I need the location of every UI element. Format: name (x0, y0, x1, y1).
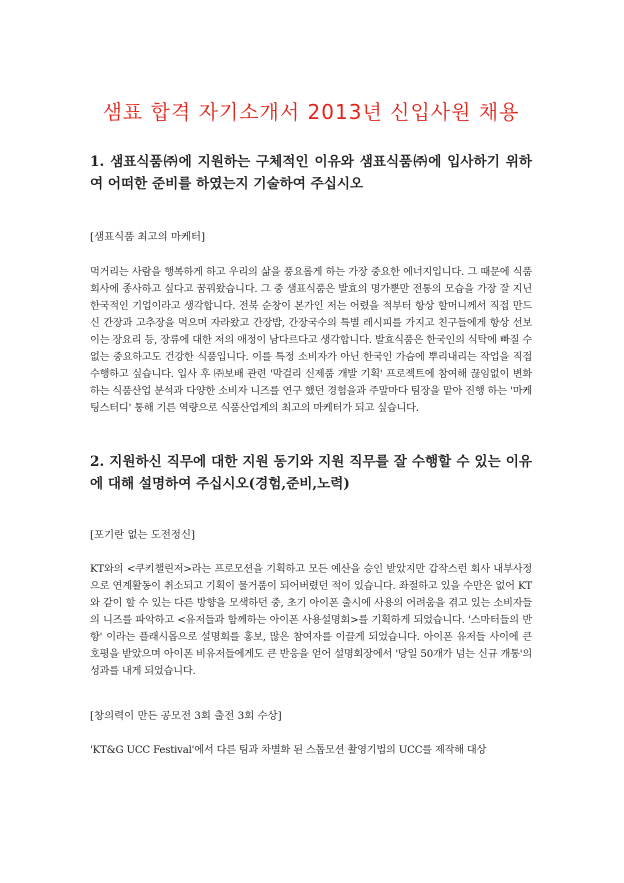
document-title: 샘표 합격 자기소개서 2013년 신입사원 채용 (102, 100, 520, 124)
answer-2-subheading: [포기란 없는 도전정신] (90, 529, 196, 541)
question-2-heading: 2. 지원하신 직무에 대한 지원 동기와 지원 직무를 잘 수행할 수 있는 이유에 대해 설명하여 주십시오(경험,준비,노력) (90, 454, 532, 492)
question-1-heading: 1. 샘표식품㈜에 지원하는 구체적인 이유와 샘표식품㈜에 입사하기 위하여 어떠한 준비를 하였는지 기술하여 주십시오 (90, 154, 532, 192)
answer-1-subheading: [샘표식품 최고의 마케터] (90, 231, 206, 243)
answer-2-paragraph-2: 'KT&G UCC Festival'에서 다른 팀과 차별화 된 스톱모션 촬영기법의 UCC를 제작해 대상 (90, 745, 487, 756)
answer-2-subheading-2: [창의력이 만든 공모전 3회 출전 3회 수상] (90, 710, 282, 722)
answer-2-paragraph: KT와의 <쿠키챌린저>라는 프로모션을 기획하고 모든 예산을 승인 받았지만 갑작스런 회사 내부사정으로 연계활동이 취소되고 기획이 물거품이 되어버렸던 적이 있습니다. 좌절하고 있을 수만은 없어 KT와 같이 할 수 있는 다른 방향을 모색하던 중, 초기 아이폰 출시에 사용의 어려움을 겪고 있는 소비자들의 니즈를 파악하고 <유저들과 함께하는 아이폰 사용설명회>를 기획하게 되었습니다. '스마터들의 반항' 이라는 플래시몹으로 설명회를 홍보, 많은 참여자를 이끌게 되었습니다. 아이폰 유저들 사이에 큰 호평을 받았으며 아이폰 비유저들에게도 큰 반응을 얻어 설명회장에서 '당일 50개가 넘는 신규 개통'의 성과를 내게 되었습니다. (90, 564, 532, 677)
answer-1-paragraph: 먹거리는 사람을 행복하게 하고 우리의 삶을 풍요롭게 하는 가장 중요한 에너지입니다. 그 때문에 식품회사에 종사하고 싶다고 꿈꿔왔습니다. 그 중 샘표식품은 발효의 명가뿐만 전통의 모습을 가장 잘 지닌 한국적인 기업이라고 생각합니다. 전북 순창이 본가인 저는 어렸을 적부터 항상 할머니께서 직접 만드신 간장과 고추장을 먹으며 자라왔고 간장밥, 간장국수의 특별 레시피를 가지고 친구들에게 항상 선보이는 장요리 등, 장류에 대한 저의 애정이 남다르다고 생각합니다. 발효식품은 한국인의 식탁에 빠질 수 없는 중요하고도 건강한 식품입니다. 이를 특정 소비자가 아닌 한국인 가슴에 뿌리내리는 작업을 직접 수행하고 싶습니다. 입사 후 ㈜보배 관련 '막걸리 신제품 개발 기획' 프로젝트에 참여해 끊임없이 변화하는 식품산업 분석과 다양한 소비자 니즈를 연구 했던 경험을과 주말마다 팀장을 맡아 진행 하는 '마케팅스터디' 통해 기른 역량으로 식품산업계의 최고의 마케터가 되고 싶습니다. (90, 267, 532, 414)
